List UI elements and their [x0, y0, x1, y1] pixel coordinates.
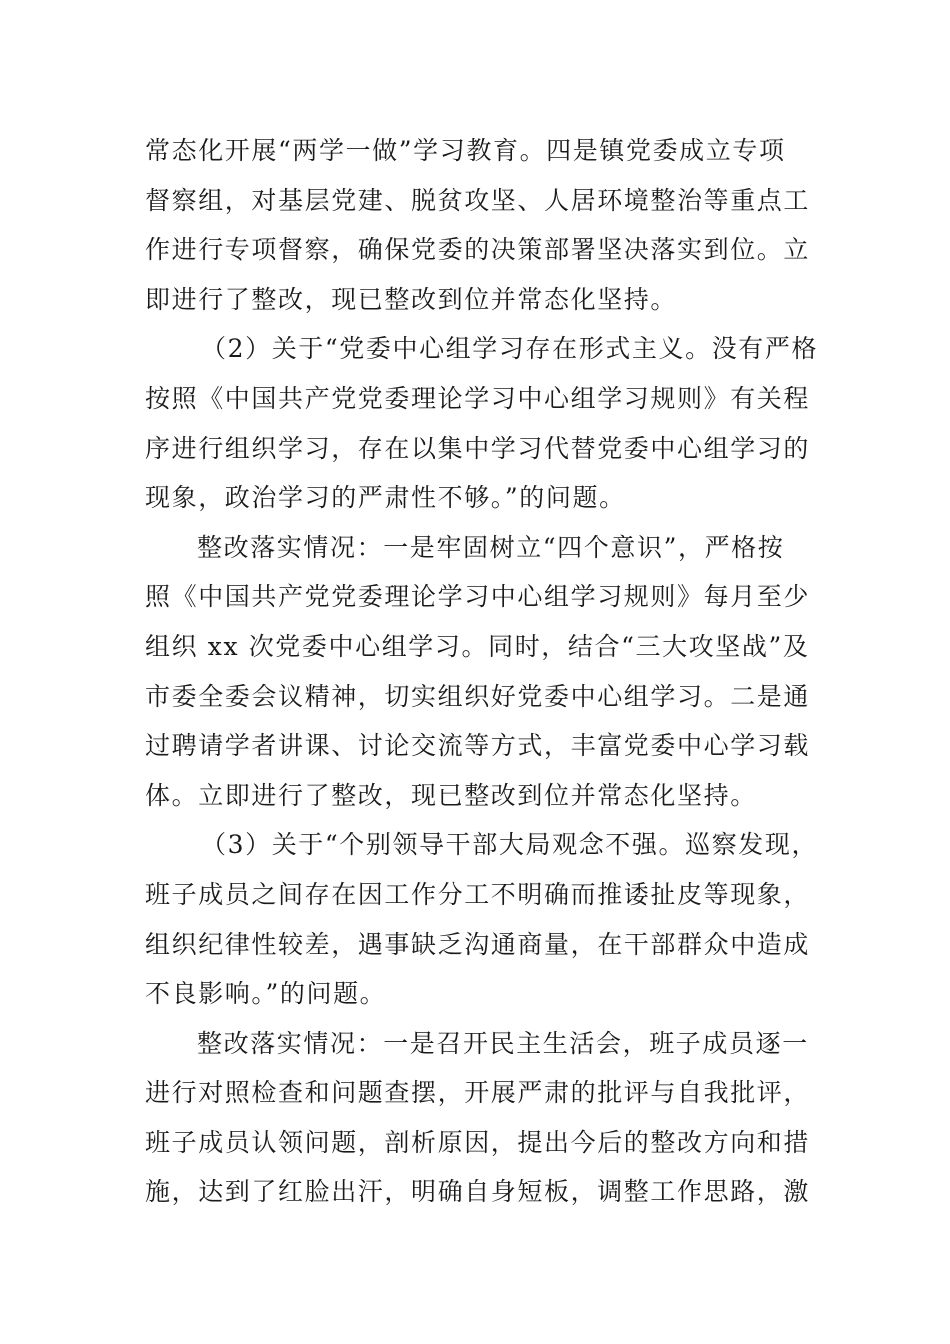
text-line: 班子成员之间存在因工作分工不明确而推诿扯皮等现象，	[145, 879, 811, 909]
text-line: 按照《中国共产党党委理论学习中心组学习规则》有关程	[145, 383, 811, 413]
text-line: 施，达到了红脸出汗，明确自身短板，调整工作思路，激	[145, 1177, 811, 1207]
text-line: 过聘请学者讲课、讨论交流等方式，丰富党委中心学习载	[145, 731, 811, 761]
text-line: 照《中国共产党党委理论学习中心组学习规则》每月至少	[145, 582, 811, 612]
text-line: 现象，政治学习的严肃性不够。”的问题。	[145, 483, 626, 513]
document-body	[145, 126, 819, 1217]
text-line: 序进行组织学习，存在以集中学习代替党委中心组学习的	[145, 433, 811, 463]
text-line: 市委全委会议精神，切实组织好党委中心组学习。二是通	[145, 681, 811, 711]
text-line: 整改落实情况：一是牢固树立“四个意识”，严格按	[197, 532, 785, 562]
text-line: 整改落实情况：一是召开民主生活会，班子成员逐一	[197, 1028, 809, 1058]
text-line: 进行对照检查和问题查摆，开展严肃的批评与自我批评，	[145, 1078, 811, 1108]
text-line: 体。立即进行了整改，现已整改到位并常态化坚持。	[145, 780, 757, 810]
text-line: 督察组，对基层党建、脱贫攻坚、人居环境整治等重点工	[145, 185, 811, 215]
text-line: 组织 xx 次党委中心组学习。同时，结合“三大攻坚战”及	[145, 631, 810, 661]
text-line: 班子成员认领问题，剖析原因，提出今后的整改方向和措	[145, 1127, 811, 1157]
text-line: 组织纪律性较差，遇事缺乏沟通商量，在干部群众中造成	[145, 929, 811, 959]
text-line: 作进行专项督察，确保党委的决策部署坚决落实到位。立	[145, 235, 811, 265]
text-line: 不良影响。”的问题。	[145, 979, 387, 1009]
text-line: （2）关于“党委中心组学习存在形式主义。没有严格	[201, 334, 819, 364]
text-line: 即进行了整改，现已整改到位并常态化坚持。	[145, 284, 678, 314]
text-line: 常态化开展“两学一做”学习教育。四是镇党委成立专项	[145, 136, 786, 165]
text-line: （3）关于“个别领导干部大局观念不强。巡察发现，	[201, 830, 819, 860]
